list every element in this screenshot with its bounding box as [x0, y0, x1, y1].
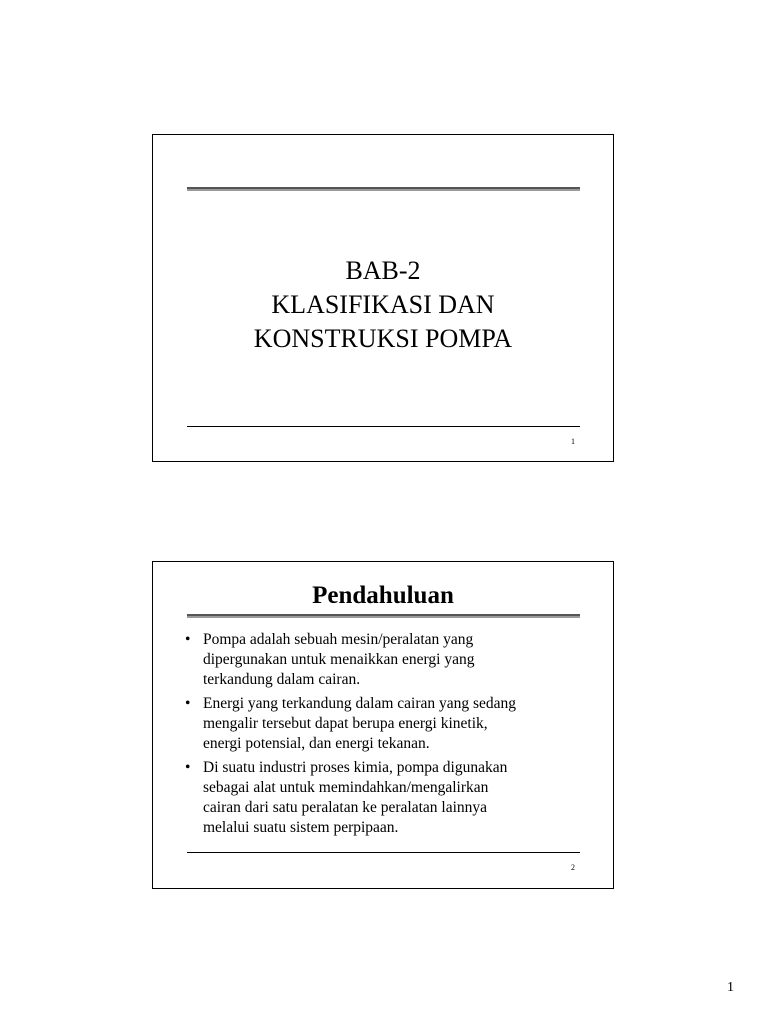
bottom-rule: [187, 852, 580, 853]
bullet-line: Energi yang terkandung dalam cairan yang sedang: [203, 695, 517, 712]
slide-2: [152, 561, 614, 889]
title-line-3: KONSTRUKSI POMPA: [253, 324, 513, 353]
bullet-line: mengalir tersebut dapat berupa energi kinetik,: [203, 715, 488, 732]
bullet-line: Pompa adalah sebuah mesin/peralatan yang: [203, 631, 474, 648]
bullet-line: Di suatu industri proses kimia, pompa digunakan: [203, 759, 508, 776]
bullet-item: [185, 694, 593, 754]
title-line-2: KLASIFIKASI DAN: [271, 290, 495, 319]
bullet-item: [185, 758, 593, 838]
bottom-rule: [187, 426, 580, 427]
bullet-icon: •: [185, 695, 191, 712]
slide-1: [152, 134, 614, 462]
page-number: 1: [727, 980, 734, 995]
top-double-rule: [187, 187, 580, 191]
top-double-rule: [187, 614, 580, 618]
title-line-1: BAB-2: [345, 256, 421, 285]
slide-number: 1: [571, 437, 575, 446]
bullet-item: [185, 630, 593, 690]
bullet-icon: •: [185, 631, 191, 648]
slide-heading: Pendahuluan: [312, 582, 454, 609]
bullet-line: sebagai alat untuk memindahkan/mengalirkan: [203, 779, 489, 796]
bullet-list: [185, 630, 593, 842]
slide-title: [153, 254, 613, 356]
bullet-line: dipergunakan untuk menaikkan energi yang: [203, 651, 475, 668]
bullet-line: cairan dari satu peralatan ke peralatan lainnya: [203, 799, 488, 816]
bullet-line: energi potensial, dan energi tekanan.: [203, 735, 430, 752]
slide-number: 2: [571, 863, 575, 872]
bullet-icon: •: [185, 759, 191, 776]
bullet-line: melalui suatu sistem perpipaan.: [203, 819, 399, 836]
bullet-line: terkandung dalam cairan.: [203, 671, 361, 688]
